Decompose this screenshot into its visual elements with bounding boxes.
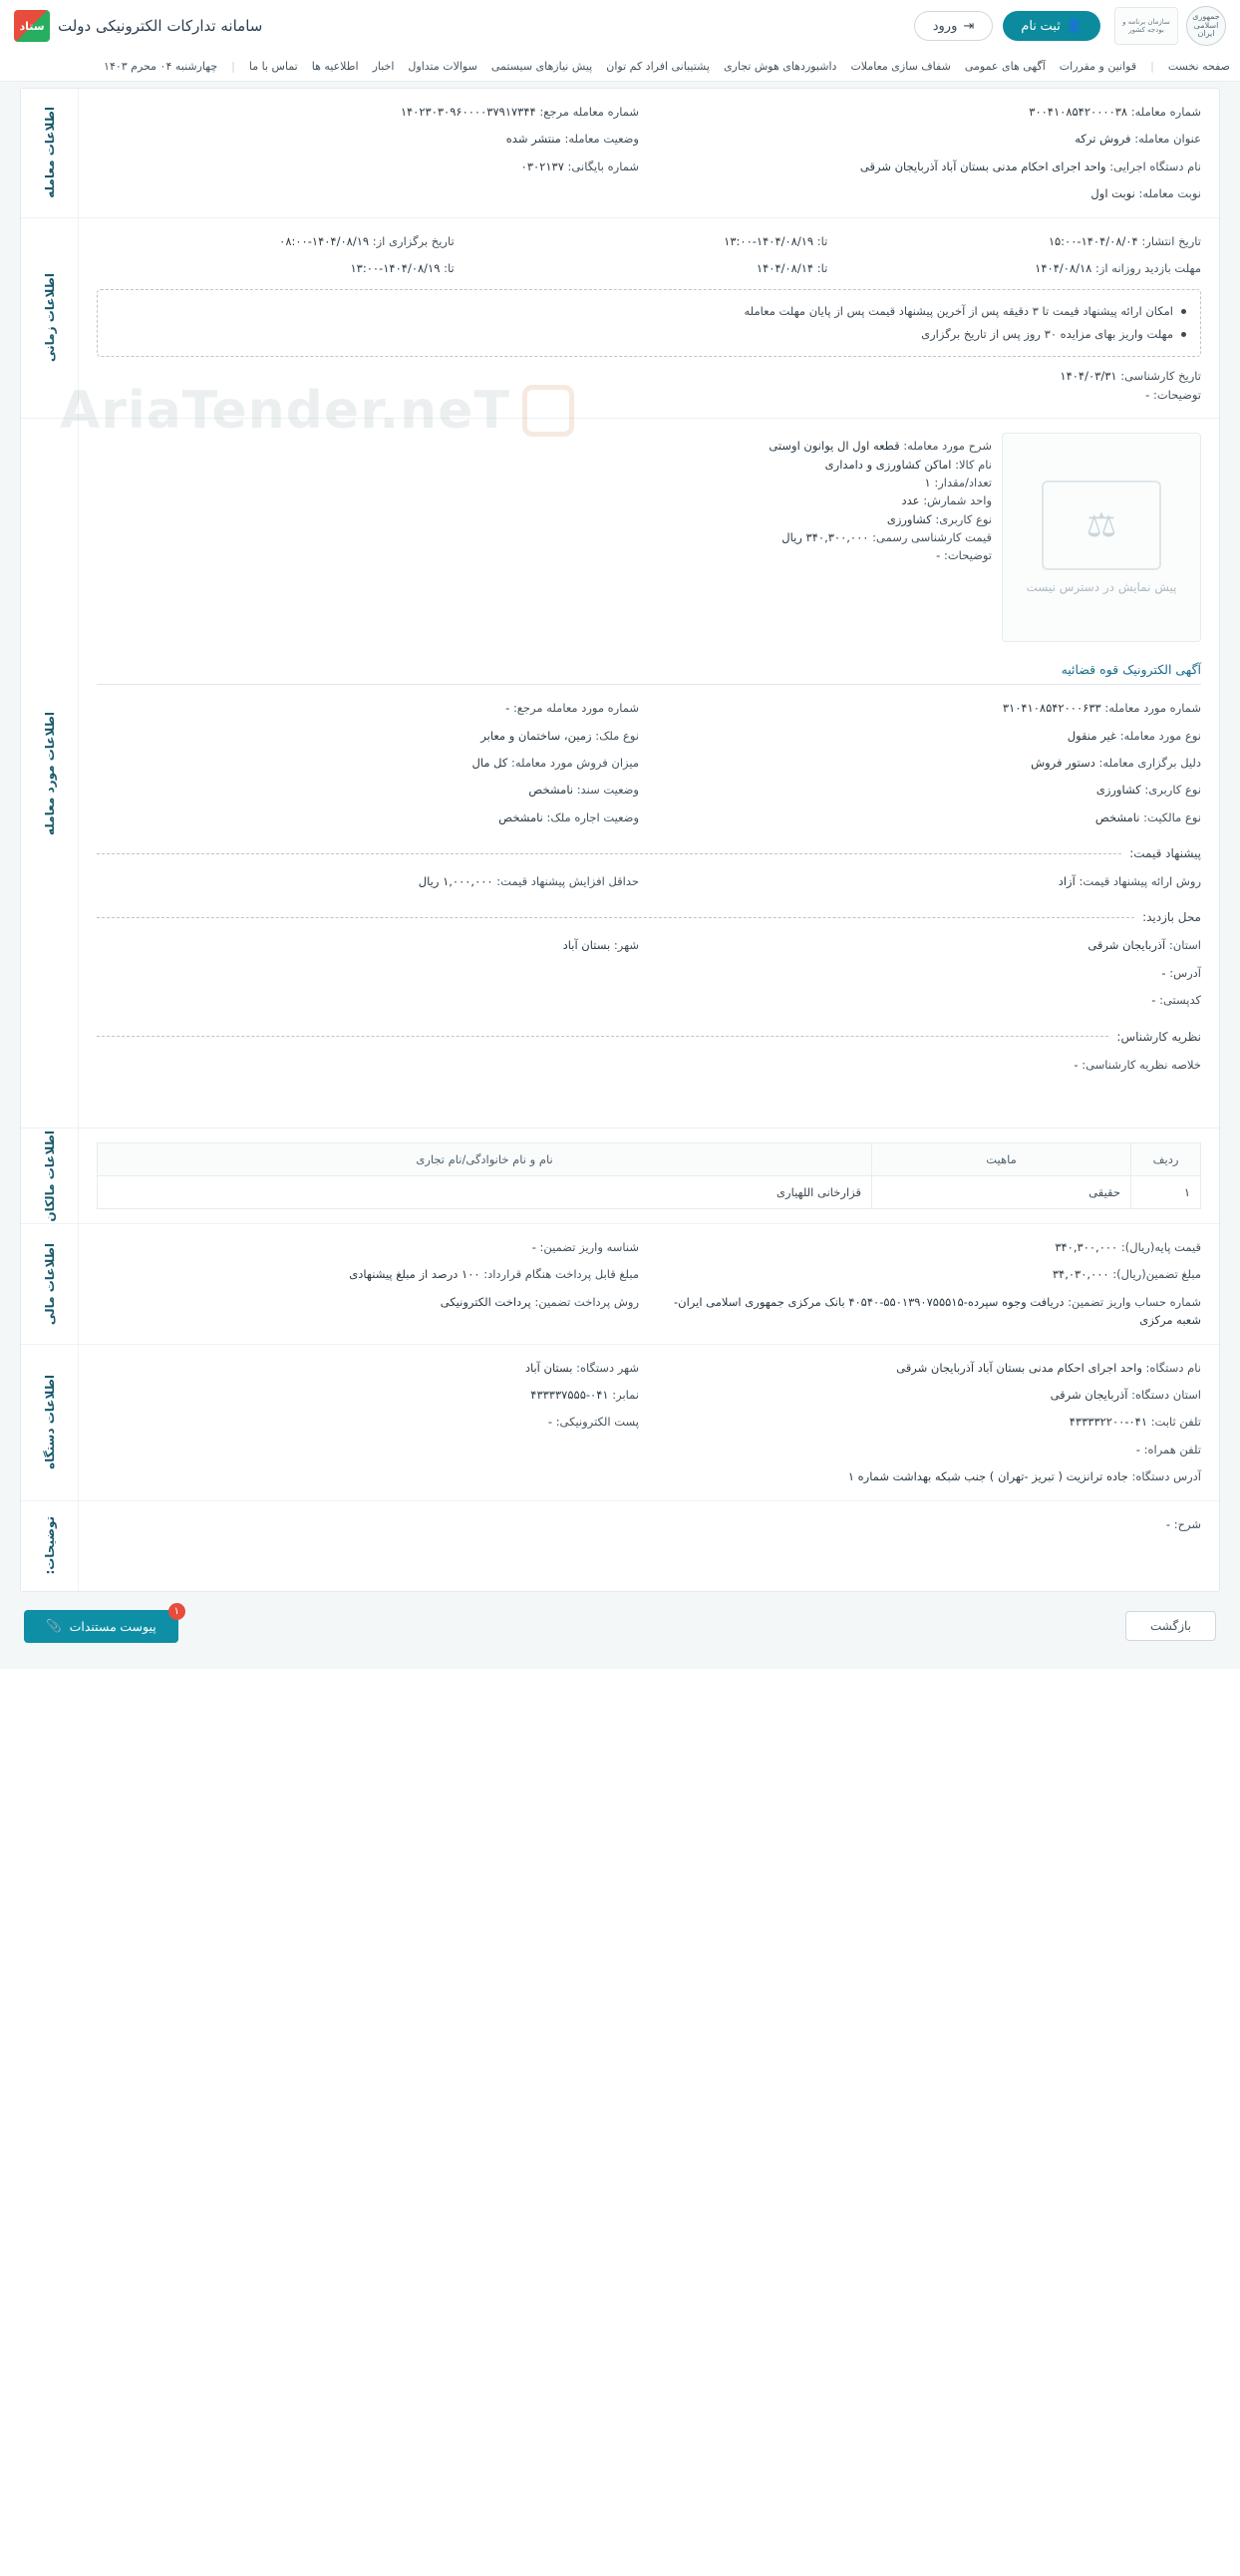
label: نوع کاربری: (935, 511, 992, 526)
owners-table (97, 1142, 1201, 1209)
value: ۱۰۰ درصد از مبلغ پیشنهادی (349, 1267, 480, 1282)
field-appraisal-date (97, 367, 1201, 385)
value: ۱۴۰۴/۰۸/۱۹-۱۳:۰۰ (350, 260, 441, 275)
section-label-subject (21, 419, 79, 1127)
value: - (1145, 387, 1150, 402)
label: آدرس دستگاه: (1131, 1469, 1201, 1484)
attachments-button-label: پیوست مستندات (69, 1619, 156, 1634)
field-price-method (659, 872, 1201, 890)
field-transaction-status (97, 130, 639, 148)
col-nature: ماهیت (872, 1143, 1131, 1176)
label: عنوان معامله: (1134, 132, 1201, 147)
label: استان دستگاه: (1131, 1387, 1201, 1402)
value: نوبت اول (1090, 186, 1135, 201)
expert-opinion-heading (97, 1030, 1201, 1044)
value: کل مال (471, 755, 508, 770)
value: ۱۴۰۴/۰۸/۱۴ (756, 260, 814, 275)
time-rows (97, 232, 1201, 278)
label: شماره مورد معامله مرجع: (512, 701, 639, 716)
label: شماره معامله: (1130, 105, 1201, 119)
value: واحد اجرای احکام مدنی بستان آباد آذربایجان شرقی (896, 1360, 1142, 1375)
field-agency-address (659, 1467, 1201, 1485)
field-visit-from (843, 259, 1201, 277)
field-event-from (97, 232, 455, 250)
label: نوع ملک: (595, 728, 639, 743)
label: توضیحات: (943, 548, 992, 563)
label: تاریخ انتشار: (1141, 233, 1201, 248)
field-expert-summary (97, 1056, 1201, 1114)
paperclip-icon: 📎 (46, 1618, 62, 1633)
nav-item-1[interactable]: قوانین و مقررات (1059, 60, 1137, 73)
login-arrow-icon: ⇥ (963, 18, 975, 33)
nav-item-3[interactable]: شفاف سازی معاملات (850, 60, 951, 73)
value: ۱ (924, 475, 931, 489)
financial-fields (97, 1238, 1201, 1330)
label: وضعیت معامله: (564, 132, 639, 147)
page-content (0, 82, 1240, 1669)
field-guarantee-account (659, 1293, 1201, 1330)
label: نوع مالکیت: (1143, 809, 1201, 824)
subject-description-area (97, 433, 1201, 642)
value: ۰۳۰۲۱۳۷ (520, 159, 564, 173)
nav-item-5[interactable]: پشتیبانی افراد کم توان (606, 60, 710, 73)
section-label-time (21, 218, 79, 419)
notice-text: مهلت واریز بهای مزایده ۳۰ روز پس از تاریخ برگزاری (921, 327, 1173, 342)
label: خلاصه نظریه کارشناسی: (1082, 1057, 1201, 1072)
visit-location-fields (97, 936, 1201, 1009)
value: عدد (901, 493, 920, 508)
owners-table-body (98, 1176, 1201, 1209)
label: آدرس: (1169, 965, 1201, 980)
section-label-owners (21, 1128, 79, 1223)
field-official-appraisal-price (97, 528, 992, 546)
nav-item-10[interactable]: تماس با ما (248, 60, 298, 73)
nav-item-7[interactable]: سوالات متداول (408, 60, 477, 73)
section-body-notes (79, 1501, 1219, 1591)
field-guarantee-payment-method (97, 1293, 639, 1330)
section-label-agency (21, 1345, 79, 1500)
register-button-label: ثبت نام (1021, 18, 1061, 33)
label: تاریخ کارشناسی: (1120, 369, 1201, 384)
label: شهر دستگاه: (576, 1360, 639, 1375)
value: غیر منقول (1067, 728, 1117, 743)
field-publish-date (843, 232, 1201, 250)
field-quantity (97, 474, 992, 491)
nav-sep-2: | (231, 60, 235, 73)
preview-thumbnail (1002, 433, 1201, 642)
divider (97, 1036, 1108, 1037)
label: تلفن ثابت: (1150, 1415, 1201, 1430)
value: بستان آباد (562, 938, 611, 953)
value: دریافت وجوه سپرده-۵۵۰۱۳۹۰۷۵۵۵۱۵-۴۰۵۴۰ بانک مرکزی جمهوری اسلامی ایران- شعبه مرکزی (673, 1294, 1201, 1328)
field-unit (97, 491, 992, 509)
field-agency-mobile (659, 1441, 1201, 1458)
notice-item-0 (112, 300, 1186, 323)
label: تا: (816, 233, 828, 248)
label: حداقل افزایش پیشنهاد قیمت: (496, 874, 639, 889)
label: کدپستی: (1159, 993, 1201, 1008)
value: ۰۴۱-۴۳۳۳۳۲۲۰۰ (1069, 1415, 1148, 1430)
table-row (98, 1176, 1201, 1209)
section-subject-info (21, 419, 1219, 1128)
label: نوبت معامله: (1138, 186, 1201, 201)
price-proposal-heading (97, 846, 1201, 860)
section-agency-info (21, 1345, 1219, 1501)
label: قیمت پایه(ریال): (1120, 1240, 1201, 1255)
label: نمابر: (612, 1387, 639, 1402)
label: شماره مورد معامله: (1104, 701, 1201, 716)
field-transaction-number (659, 103, 1201, 121)
field-visit-until (470, 259, 828, 277)
field-notes-description (97, 1515, 1201, 1533)
cell-row-number: ۱ (1131, 1176, 1201, 1209)
col-row-number: ردیف (1131, 1143, 1201, 1176)
value: فروش ترکه (1075, 132, 1131, 147)
field-deposit-identifier (97, 1238, 639, 1256)
section-body-time (79, 218, 1219, 419)
field-usage-type (97, 510, 992, 528)
notice-item-1 (112, 323, 1186, 346)
label: واحد شمارش: (923, 493, 992, 508)
label: نوع مورد معامله: (1119, 728, 1201, 743)
value: نامشخص (498, 809, 543, 824)
section-label-financial (21, 1224, 79, 1344)
field-deed-status (97, 781, 639, 799)
field-auction-reason (659, 754, 1201, 772)
section-label-notes (21, 1501, 79, 1591)
field-transaction-round (659, 184, 1201, 202)
preview-caption: پیش نمایش در دسترس نیست (1026, 580, 1177, 595)
section-transaction-info (21, 89, 1219, 218)
label: نام کالا: (955, 457, 992, 472)
field-publish-until (470, 232, 828, 250)
field-agency-name-2 (659, 1359, 1201, 1377)
top-header-bar (0, 0, 1240, 52)
value: ۳۱۰۴۱۰۸۵۴۲۰۰۰۶۳۳ (1002, 701, 1101, 716)
value: ۱۴۰۴/۰۸/۰۴-۱۵:۰۰ (1048, 233, 1138, 248)
header-left-logos (1114, 6, 1226, 46)
field-sale-portion (97, 754, 639, 772)
login-button[interactable] (914, 11, 994, 41)
expert-opinion-heading-text: نظریه کارشناس: (1116, 1029, 1201, 1044)
value: آذربایجان شرقی (1050, 1387, 1128, 1402)
field-agency-name (659, 158, 1201, 175)
label: شماره بایگانی: (567, 159, 639, 173)
section-notes (21, 1501, 1219, 1591)
field-transaction-title (659, 130, 1201, 148)
subject-grid-fields (97, 699, 1201, 826)
section-label-transaction (21, 89, 79, 217)
label: استان: (1168, 938, 1201, 953)
value: - (531, 1240, 536, 1255)
label: شماره معامله مرجع: (539, 105, 639, 119)
value: جاده ترانزیت ( تبریز -تهران ) جنب شبکه بهداشت شماره ۱ (847, 1469, 1128, 1484)
value: - (547, 1415, 553, 1430)
value: ۱۴۰۴/۰۸/۱۹-۱۳:۰۰ (724, 233, 814, 248)
label: روش ارائه پیشنهاد قیمت: (1079, 874, 1201, 889)
label: مبلغ قابل پرداخت هنگام قرارداد: (483, 1267, 639, 1282)
section-body-financial (79, 1224, 1219, 1344)
bullet-icon (1181, 332, 1186, 337)
label: تاریخ برگزاری از: (372, 233, 455, 248)
field-time-notes (97, 386, 1201, 404)
field-rent-status (97, 808, 639, 826)
section-label-subject-text: اطلاعات مورد معامله (42, 711, 57, 835)
label: شناسه واریز تضمین: (539, 1240, 639, 1255)
bullet-icon (1181, 309, 1186, 314)
label: نوع کاربری: (1144, 783, 1201, 798)
label: شرح: (1173, 1516, 1201, 1531)
label: تلفن همراه: (1143, 1442, 1201, 1456)
value: - (1161, 965, 1166, 980)
judiciary-ad-link[interactable]: آگهی الکترونیک قوه قضائیه (97, 662, 1201, 685)
label: دلیل برگزاری معامله: (1098, 755, 1201, 770)
subject-description-fields (97, 433, 992, 642)
value: کشاورزی (886, 511, 932, 526)
nav-item-8[interactable]: اخبار (372, 60, 395, 73)
image-placeholder-icon: ⚖ (1042, 481, 1161, 570)
field-subject-number (659, 699, 1201, 717)
field-address-spacer (97, 964, 639, 982)
label: تعداد/مقدار: (934, 475, 992, 489)
seal-text: جمهوری اسلامی ایران (1192, 11, 1220, 39)
seal2-text: سازمان برنامه و بودجه کشور (1122, 17, 1170, 34)
divider (97, 917, 1134, 918)
time-notices (97, 289, 1201, 357)
cell-nature: حقیقی (872, 1176, 1131, 1209)
value: ۱۴۰۴/۰۸/۱۸ (1035, 260, 1092, 275)
back-button[interactable]: بازگشت (1125, 1611, 1216, 1641)
nav-item-2[interactable]: آگهی های عمومی (964, 60, 1046, 73)
field-postal-code (659, 991, 1201, 1009)
field-agency-province (659, 1386, 1201, 1404)
label: شماره حساب واریز تضمین: (1068, 1294, 1201, 1309)
notice-text: امکان ارائه پیشنهاد قیمت تا ۳ دقیقه پس از آخرین پیشنهاد قیمت پس از پایان مهلت معامله (744, 304, 1173, 319)
label: وضعیت اجاره ملک: (546, 809, 639, 824)
value: ۱۴۰۲۳۰۳۰۹۶۰۰۰۰۳۷۹۱۷۳۴۴ (400, 105, 536, 119)
value: آزاد (1058, 874, 1076, 889)
label: روش پرداخت تضمین: (534, 1294, 639, 1309)
field-property-type (97, 727, 639, 745)
section-body-agency (79, 1345, 1219, 1500)
field-agency-phone (659, 1413, 1201, 1431)
section-body-subject (79, 419, 1219, 1127)
section-body-owners (79, 1128, 1219, 1223)
label: میزان فروش مورد معامله: (510, 755, 639, 770)
login-button-label: ورود (932, 18, 958, 33)
value: ۳۴,۰۳۰,۰۰۰ (1052, 1267, 1109, 1282)
field-city (97, 936, 639, 954)
value: نامشخص (528, 783, 574, 798)
nav-item-0[interactable]: صفحه نخست (1167, 60, 1230, 73)
label: شرح مورد معامله: (903, 439, 992, 454)
field-agency-fax (97, 1386, 639, 1404)
footer-actions (20, 1592, 1220, 1649)
value: - (1165, 1516, 1171, 1531)
section-label-notes-text: توضیحات: (42, 1516, 57, 1575)
nav-sep: | (1150, 60, 1154, 73)
nav-item-9[interactable]: اطلاعیه ها (311, 60, 359, 73)
value: نامشخص (1094, 809, 1140, 824)
section-time-info (21, 218, 1219, 420)
value: آذربایجان شرقی (1087, 938, 1166, 953)
value: زمین، ساختمان و معابر (480, 728, 592, 743)
field-subject-description (97, 437, 992, 455)
field-agency-city (97, 1359, 639, 1377)
price-proposal-heading-text: پیشنهاد قیمت: (1129, 846, 1201, 861)
value: قطعه اول ال یوانون اوستی (769, 439, 900, 454)
site-brand[interactable] (14, 10, 262, 42)
value: پرداخت الکترونیکی (440, 1294, 531, 1309)
cell-owner-name: قزارخانی اللهیاری (98, 1176, 872, 1209)
value: - (1151, 993, 1156, 1008)
value: - (505, 701, 510, 716)
field-event-until (97, 259, 455, 277)
label: وضعیت سند: (576, 783, 639, 798)
field-usage-type-2 (659, 781, 1201, 799)
field-subject-type (659, 727, 1201, 745)
section-owners-info (21, 1128, 1219, 1224)
field-agency-spacer (97, 1441, 639, 1458)
detail-card (20, 88, 1220, 1592)
col-owner-name: نام و نام خانوادگی/نام تجاری (98, 1143, 872, 1176)
label: مبلغ تضمین(ریال): (1112, 1267, 1201, 1282)
setadiran-logo-icon: ستاد (14, 10, 50, 42)
user-plus-icon: 👤 (1066, 18, 1083, 33)
government-seal-icon (1186, 6, 1226, 46)
table-header-row (98, 1143, 1201, 1176)
nav-item-6[interactable]: پیش نیازهای سیستمی (490, 60, 593, 73)
field-province (659, 936, 1201, 954)
register-button[interactable] (1003, 11, 1100, 41)
section-label-owners-text: اطلاعات مالکان (42, 1129, 57, 1222)
label: تا: (444, 260, 455, 275)
value: بستان آباد (524, 1360, 573, 1375)
label: قیمت کارشناسی رسمی: (872, 530, 992, 545)
field-archive-number (97, 158, 639, 175)
agency-fields (97, 1359, 1201, 1486)
field-subject-notes (97, 546, 992, 564)
label: نام دستگاه: (1145, 1360, 1201, 1375)
nav-item-4[interactable]: داشبوردهای هوش تجاری (723, 60, 837, 73)
attachments-button[interactable] (24, 1605, 179, 1643)
value: - (1074, 1057, 1079, 1072)
section-label-transaction-text: اطلاعات معامله (42, 107, 57, 199)
field-goods-name (97, 456, 992, 474)
value: ۳۴۰,۳۰۰,۰۰۰ (1055, 1240, 1118, 1255)
value: واحد اجرای احکام مدنی بستان آباد آذربایجان شرقی (859, 159, 1106, 173)
owners-table-head (98, 1143, 1201, 1176)
value: کشاورزی (1095, 783, 1141, 798)
field-ownership-type (659, 808, 1201, 826)
value: ۱,۰۰۰,۰۰۰ ریال (418, 874, 493, 889)
visit-location-heading-text: محل بازدید: (1142, 910, 1201, 925)
value: ۱۴۰۴/۰۳/۳۱ (1060, 369, 1117, 384)
price-proposal-fields (97, 872, 1201, 890)
field-guarantee-amount (659, 1265, 1201, 1283)
value: - (936, 548, 941, 563)
value: ۰۴۱-۴۳۳۳۳۷۵۵۵ (530, 1387, 609, 1402)
label: نام دستگاه اجرایی: (1109, 159, 1201, 173)
value: منتشر شده (505, 132, 561, 147)
field-address (659, 964, 1201, 982)
label: مهلت بازدید روزانه از: (1095, 260, 1201, 275)
budget-organization-logo (1114, 7, 1178, 45)
section-financial-info (21, 1224, 1219, 1345)
field-base-price (659, 1238, 1201, 1256)
section-label-time-text: اطلاعات زمانی (42, 273, 57, 363)
current-date: چهارشنبه ۰۴ محرم ۱۴۰۳ (104, 60, 218, 73)
label: پست الکترونیکی: (555, 1415, 639, 1430)
section-body-transaction (79, 89, 1219, 217)
field-agency-email (97, 1413, 639, 1431)
value: ۳۴۰,۳۰۰,۰۰۰ ریال (781, 530, 869, 545)
attachments-count-badge: ۱ (168, 1603, 185, 1620)
divider (97, 853, 1121, 854)
label: توضیحات: (1152, 387, 1201, 402)
label: شهر: (613, 938, 639, 953)
value: اماکن کشاورزی و دامداری (824, 457, 952, 472)
value: ۱۴۰۴/۰۸/۱۹-۰۸:۰۰ (279, 233, 370, 248)
value: دستور فروش (1031, 755, 1095, 770)
section-label-agency-text: اطلاعات دستگاه (42, 1375, 57, 1470)
value: - (1135, 1442, 1140, 1456)
transaction-fields (97, 103, 1201, 203)
label: تا: (816, 260, 828, 275)
site-title: سامانه تدارکات الکترونیکی دولت (58, 17, 263, 35)
main-navigation (0, 52, 1240, 82)
value: ۳۰۰۴۱۰۸۵۴۲۰۰۰۰۳۸ (1029, 105, 1128, 119)
field-reference-number (97, 103, 639, 121)
visit-location-heading (97, 910, 1201, 924)
auth-buttons (914, 11, 1100, 41)
field-min-increment (97, 872, 639, 890)
field-payable-at-contract (97, 1265, 639, 1283)
section-label-financial-text: اطلاعات مالی (42, 1242, 57, 1325)
field-subject-reference-number (97, 699, 639, 717)
